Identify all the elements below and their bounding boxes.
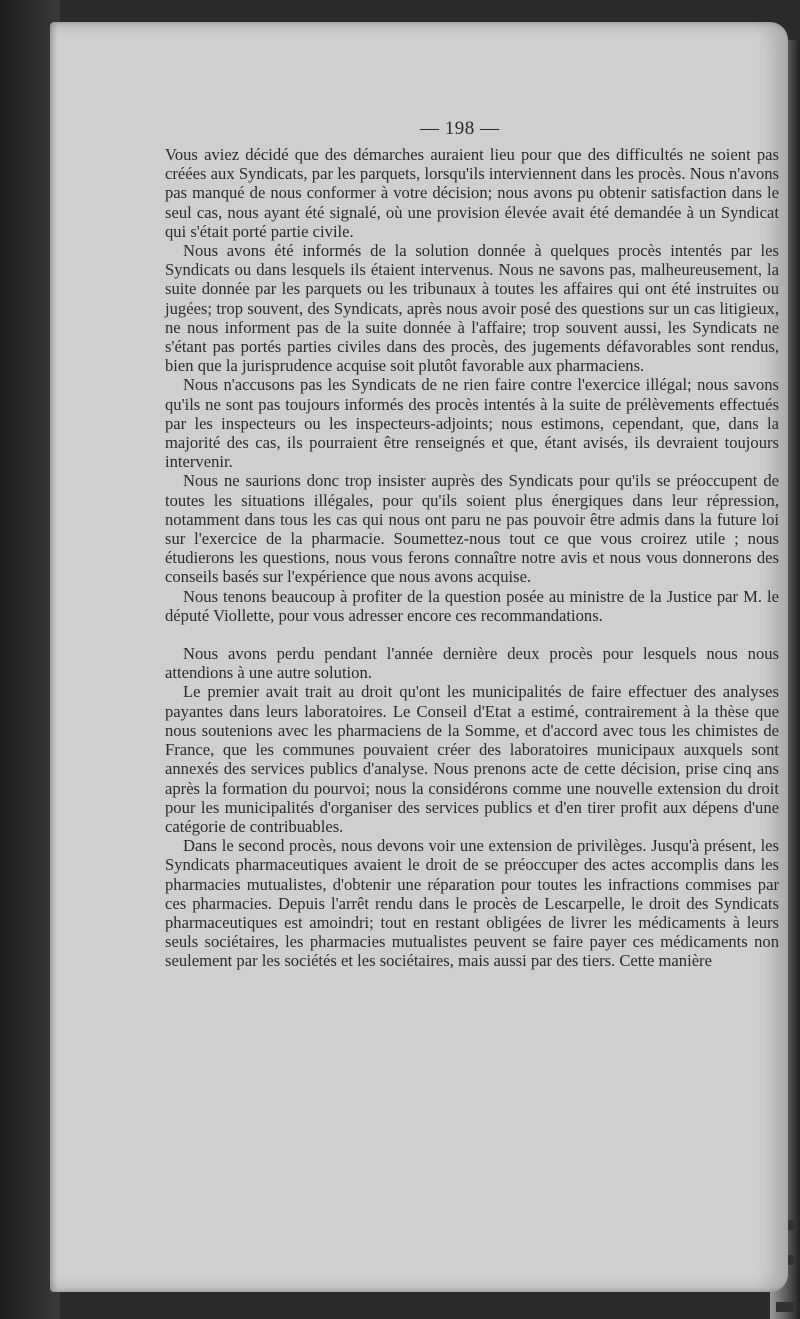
paragraph: Nous ne saurions donc trop insister auprès des Syndicats pour qu'ils se préoccupent de toutes les situations illégales, pour qu'ils soient plus énergiques dans leur répression, notamment dans tous les cas qui nous ont paru ne pas pouvoir être admis dans la future loi sur l'exercice de la pharmacie. Soumettez-nous tout ce que vous croirez utile ; nous étudierons les questions, nous vous ferons connaître notre avis et nous vous donnerons des conseils basés sur l'expérience que nous avons acquise. — [165, 471, 779, 587]
paragraph: Nous avons été informés de la solution donnée à quelques procès intentés par les Syndicats ou dans lesquels ils étaient intervenus. Nous ne savons pas, malheureusement, la suite donnée par les parquets ou les tribunaux à toutes les affaires qui ont été instruites ou jugées; trop souvent, des Syndicats, après nous avoir posé des questions sur un cas litigieux, ne nous informent pas de la suite donnée à l'affaire; trop souvent aussi, les Syndicats ne s'étant pas portés parties civiles dans des procès, des jugements défavorables sont rendus, bien que la jurisprudence acquise soit plutôt favorable aux pharmaciens. — [165, 241, 779, 376]
paragraph: Nous n'accusons pas les Syndicats de ne rien faire contre l'exercice illégal; nous savons qu'ils ne sont pas toujours informés des procès intentés à la suite de prélèvements effectués par les inspecteurs ou les inspecteurs-adjoints; nous estimons, cependant, que, dans la majorité des cas, ils pourraient être renseignés et que, étant avisés, ils devraient toujours intervenir. — [165, 375, 779, 472]
page-edge-band — [776, 1302, 794, 1312]
paragraph-gap — [165, 625, 779, 644]
paragraph: Vous aviez décidé que des démarches auraient lieu pour que des difficultés ne soient pas créées aux Syndicats, par les parquets, lorsqu'ils interviennent dans les procès. Nous n'avons pas manqué de nous conformer à votre décision; nous avons pu obtenir satisfaction dans le seul cas, nous ayant été signalé, où une provision élevée avait été demandée à un Syndicat qui s'était porté partie civile. — [165, 145, 779, 241]
body-text — [165, 145, 779, 971]
paragraph: Dans le second procès, nous devons voir une extension de privilèges. Jusqu'à présent, les Syndicats pharmaceutiques avaient le droit de se préoccuper des actes accomplis dans les pharmacies mutualistes, d'obtenir une réparation pour toutes les infractions commises par ces pharmacies. Depuis l'arrêt rendu dans le procès de Lescarpelle, le droit des Syndicats pharmaceutiques est amoindri; tout en restant obligées de livrer les médicaments à leurs seuls sociétaires, les pharmacies mutualistes peuvent se faire payer ces médicaments non seulement par les sociétés et les sociétaires, mais aussi par des tiers. Cette manière — [165, 836, 779, 971]
paragraph: Nous tenons beaucoup à profiter de la question posée au ministre de la Justice par M. le député Viollette, pour vous adresser encore ces recommandations. — [165, 586, 779, 625]
paragraph: Nous avons perdu pendant l'année dernière deux procès pour lesquels nous nous attendions à une autre solution. — [165, 644, 779, 683]
paragraph: Le premier avait trait au droit qu'ont les municipalités de faire effectuer des analyses payantes dans leurs laboratoires. Le Conseil d'Etat a estimé, contrairement à la thèse que nous soutenions avec les pharmaciens de la Somme, et d'accord avec tous les chimistes de France, que les communes pouvaient créer des laboratoires municipaux auxquels sont annexés des services publics d'analyse. Nous prenons acte de cette décision, prise cinq ans après la formation du pourvoi; nous la considérons comme une nouvelle extension du droit pour les municipalités d'organiser des services publics et d'en tirer profit aux dépens d'une catégorie de contribuables. — [165, 682, 779, 836]
page-number: — 198 — — [420, 118, 500, 139]
